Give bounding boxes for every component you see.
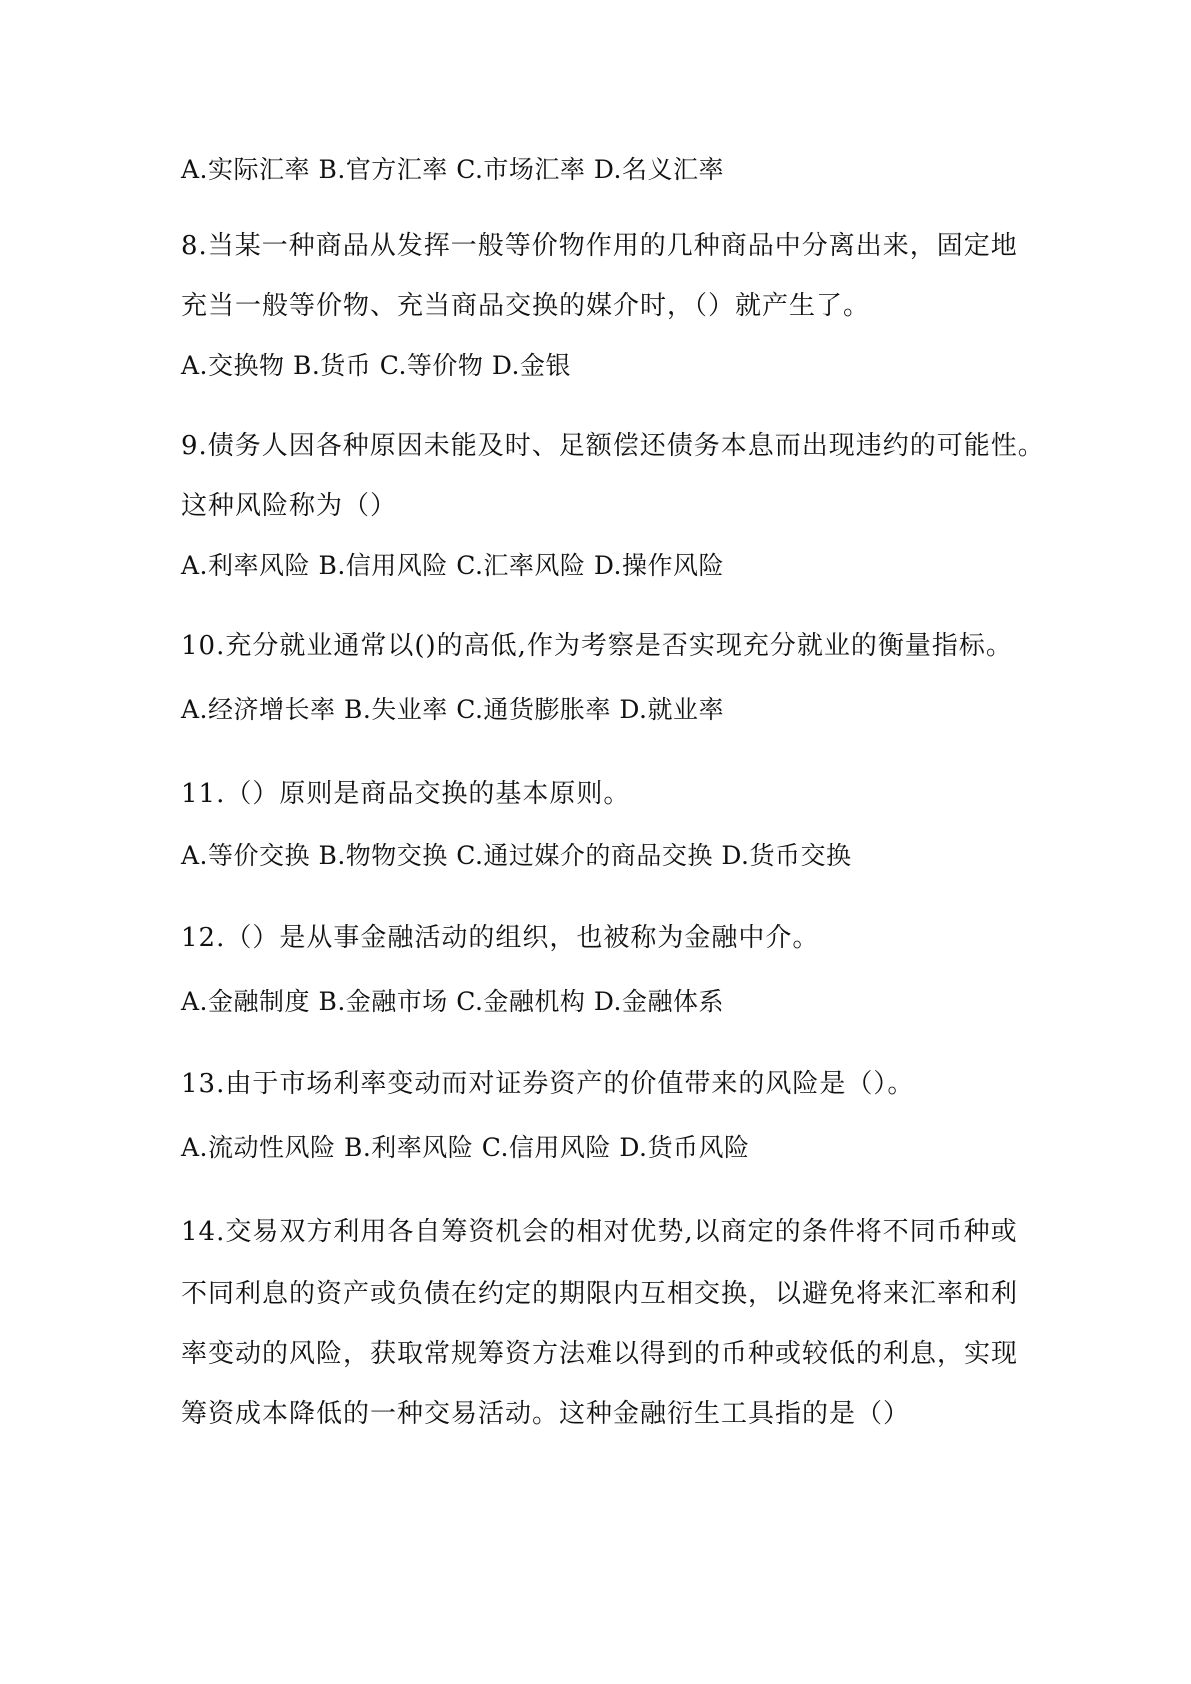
question-13-stem: 13.由于市场利率变动而对证券资产的价值带来的风险是（）。 <box>181 1069 915 1099</box>
question-13-options: A.流动性风险 B.利率风险 C.信用风险 D.货币风险 <box>181 1133 750 1162</box>
question-10-options: A.经济增长率 B.失业率 C.通货膨胀率 D.就业率 <box>181 695 724 724</box>
question-9-stem-line-1: 9.债务人因各种原因未能及时、足额偿还债务本息而出现违约的可能性。 <box>181 431 1045 461</box>
question-11-stem: 11.（）原则是商品交换的基本原则。 <box>181 779 631 809</box>
prev-question-options: A.实际汇率 B.官方汇率 C.市场汇率 D.名义汇率 <box>181 155 724 184</box>
question-9-options: A.利率风险 B.信用风险 C.汇率风险 D.操作风险 <box>181 551 724 580</box>
question-8-options: A.交换物 B.货币 C.等价物 D.金银 <box>181 351 571 380</box>
question-12-options: A.金融制度 B.金融市场 C.金融机构 D.金融体系 <box>181 987 724 1016</box>
question-10-stem: 10.充分就业通常以()的高低,作为考察是否实现充分就业的衡量指标。 <box>181 631 1013 661</box>
question-14-stem-line-1: 14.交易双方利用各自筹资机会的相对优势,以商定的条件将不同币种或 <box>181 1217 1018 1247</box>
question-9-stem-line-2: 这种风险称为（） <box>181 491 398 521</box>
question-8-stem-line-1: 8.当某一种商品从发挥一般等价物作用的几种商品中分离出来，固定地 <box>181 231 1018 261</box>
question-14-stem-line-2: 不同利息的资产或负债在约定的期限内互相交换，以避免将来汇率和利 <box>181 1279 1019 1309</box>
question-8-stem-line-2: 充当一般等价物、充当商品交换的媒介时，（）就产生了。 <box>181 291 871 321</box>
question-14-stem-line-4: 筹资成本降低的一种交易活动。这种金融衍生工具指的是（） <box>181 1399 911 1429</box>
question-11-options: A.等价交换 B.物物交换 C.通过媒介的商品交换 D.货币交换 <box>181 841 852 870</box>
question-14-stem-line-3: 率变动的风险，获取常规筹资方法难以得到的币种或较低的利息，实现 <box>181 1339 1019 1369</box>
question-12-stem: 12.（）是从事金融活动的组织，也被称为金融中介。 <box>181 923 820 953</box>
